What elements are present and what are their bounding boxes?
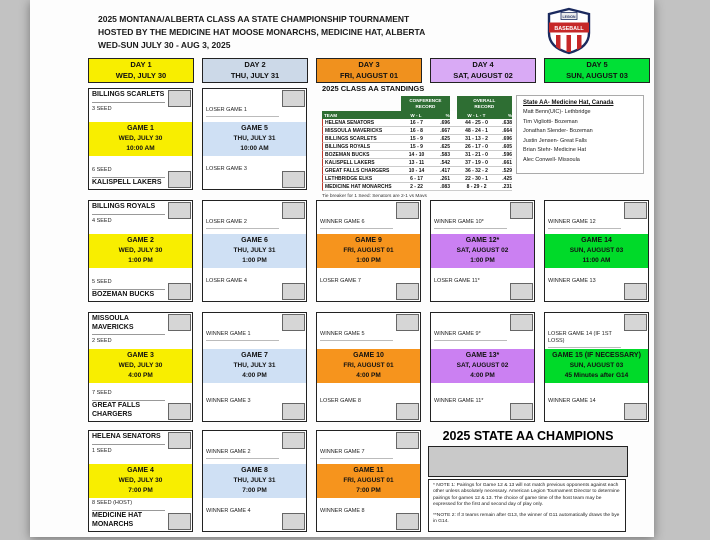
umpire-name: Jonathan Slender- Bozeman: [523, 128, 593, 134]
game-box-game-4: [88, 430, 193, 532]
team-name: BOZEMAN BUCKS: [92, 289, 165, 300]
standings-title: 2025 CLASS AA STANDINGS: [322, 84, 425, 93]
feeder-label: WINNER GAME 1: [206, 331, 279, 341]
standings-row: BOZEMAN BUCKS 14 - 10 .583 31 - 21 - 0 .596: [322, 151, 512, 159]
game-band: GAME 1 WED, JULY 30 10:00 AM: [89, 122, 192, 156]
feeder-label: WINNER GAME 6: [320, 219, 393, 229]
feeder-label: LOSER GAME 3: [206, 166, 247, 172]
standings-row: BILLINGS ROYALS 15 - 9 .625 26 - 17 - 0 .605: [322, 143, 512, 151]
title-line-3: WED-SUN JULY 30 - AUG 3, 2025: [98, 40, 231, 50]
feeder-label: WINNER GAME 2: [206, 449, 279, 459]
umpire-name: Brian Stehr- Medicine Hat: [523, 147, 586, 153]
day-date: THU, JULY 31: [230, 70, 280, 80]
feeder-label: WINNER GAME 4: [206, 508, 251, 514]
umpires-title: State AA- Medicine Hat, Canada: [523, 100, 614, 106]
standings-row: LETHBRIDGE ELKS 6 - 17 .261 22 - 30 - 1 .425: [322, 175, 512, 183]
tiebreaker-1: Tie breaker for 1 Seed: Senators are 2-1 vs Mavs: [322, 194, 427, 199]
seed-label: 2 SEED: [92, 338, 112, 344]
feeder-label: WINNER GAME 13: [548, 278, 596, 284]
game-box-game-8: [202, 430, 307, 532]
standings-row: BILLINGS SCARLETS 15 - 9 .625 31 - 13 - 2 .696: [322, 135, 512, 143]
game-box-game-11: [316, 430, 421, 532]
game-box-game-1: [88, 88, 193, 190]
team-name: BILLINGS ROYALS: [92, 203, 165, 215]
day-header-2: [202, 58, 308, 83]
game-band: GAME 12* SAT, AUGUST 02 1:00 PM: [431, 234, 534, 268]
day-header-1: [88, 58, 194, 83]
game-band: GAME 6 THU, JULY 31 1:00 PM: [203, 234, 306, 268]
game-box-game-9: [316, 200, 421, 302]
champions-title: 2025 STATE AA CHAMPIONS: [442, 429, 614, 443]
game-box-game-10: [316, 312, 421, 422]
note-2: **NOTE 2: If 3 teams remain after G13, the winner of G11 automatically draws the bye in G14.: [433, 512, 620, 525]
game-band: GAME 4 WED, JULY 30 7:00 PM: [89, 464, 192, 498]
feeder-label: LOSER GAME 7: [320, 278, 361, 284]
standings-rows: [322, 119, 512, 191]
tournament-title: [98, 13, 425, 52]
game-band: GAME 3 WED, JULY 30 4:00 PM: [89, 349, 192, 383]
seed-label: 8 SEED (HOST): [92, 500, 133, 506]
game-band: GAME 2 WED, JULY 30 1:00 PM: [89, 234, 192, 268]
team-name: HELENA SENATORS: [92, 433, 165, 445]
feeder-label: WINNER GAME 12: [548, 219, 621, 229]
game-box-game-12: [430, 200, 535, 302]
standings-header: [322, 96, 512, 111]
game-box-game-3: [88, 312, 193, 422]
team-name: BILLINGS SCARLETS: [92, 91, 165, 103]
day-header-3: [316, 58, 422, 83]
standings-subheader: TEAM W - L % W - L - T %: [324, 112, 512, 118]
feeder-label: WINNER GAME 8: [320, 508, 365, 514]
game-box-game-15: [544, 312, 649, 422]
feeder-label: LOSER GAME 8: [320, 398, 361, 404]
title-line-1: 2025 MONTANA/ALBERTA CLASS AA STATE CHAMPIONSHIP TOURNAMENT: [98, 14, 410, 24]
tournament-sheet: [30, 0, 654, 537]
game-band: GAME 7 THU, JULY 31 4:00 PM: [203, 349, 306, 383]
seed-label: 3 SEED: [92, 105, 112, 112]
day-label: DAY 1: [130, 60, 152, 69]
standings-row: GREAT FALLS CHARGERS 10 - 14 .417 36 - 32 - 2 .529: [322, 167, 512, 175]
game-band: GAME 11 FRI, AUGUST 01 7:00 PM: [317, 464, 420, 498]
champions-entry-box: [428, 446, 628, 477]
feeder-label: WINNER GAME 7: [320, 449, 393, 459]
standings-row: MISSOULA MAVERICKS 16 - 8 .667 48 - 24 - 1 .664: [322, 127, 512, 135]
team-name: MEDICINE HAT MONARCHS: [92, 510, 165, 529]
team-name: MISSOULA MAVERICKS: [92, 315, 165, 335]
feeder-label: WINNER GAME 5: [320, 331, 393, 341]
feeder-label: WINNER GAME 11*: [434, 398, 484, 404]
day-label: DAY 2: [244, 60, 266, 69]
game-box-game-5: [202, 88, 307, 190]
standings-row: KALISPELL LAKERS 13 - 11 .542 37 - 19 - 0 .661: [322, 159, 512, 167]
standings-row: MEDICINE HAT MONARCHS 2 - 22 .083 8 - 29 - 2 .231: [322, 183, 512, 191]
day-label: DAY 4: [472, 60, 494, 69]
feeder-label: WINNER GAME 10*: [434, 219, 507, 229]
day-date: WED, JULY 30: [115, 70, 167, 80]
game-band: GAME 9 FRI, AUGUST 01 1:00 PM: [317, 234, 420, 268]
game-band: GAME 14 SUN, AUGUST 03 11:00 AM: [545, 234, 648, 268]
feeder-label: WINNER GAME 14: [548, 398, 596, 404]
team-name: KALISPELL LAKERS: [92, 177, 165, 188]
day-label: DAY 3: [358, 60, 380, 69]
overall-record-header: OVERALL RECORD: [457, 96, 512, 111]
team-name: GREAT FALLS CHARGERS: [92, 400, 165, 419]
game-box-game-13: [430, 312, 535, 422]
feeder-label: LOSER GAME 14 (IF 1ST LOSS): [548, 331, 621, 348]
feeder-label: LOSER GAME 4: [206, 278, 247, 284]
seed-label: 5 SEED: [92, 278, 112, 285]
day-label: DAY 5: [586, 60, 608, 69]
feeder-label: LOSER GAME 11*: [434, 278, 480, 284]
umpire-name: Alec Conwell- Missoula: [523, 156, 580, 163]
seed-label: 6 SEED: [92, 166, 112, 173]
conference-record-header: CONFERENCE RECORD: [401, 96, 449, 111]
day-date: FRI, AUGUST 01: [339, 70, 399, 80]
day-date: SAT, AUGUST 02: [453, 70, 513, 80]
american-legion-baseball-logo: [547, 7, 591, 60]
game-box-game-6: [202, 200, 307, 302]
standings-panel: [322, 84, 512, 207]
day-header-4: [430, 58, 536, 83]
game-band: GAME 15 (IF NECESSARY) SUN, AUGUST 03 45 Minutes after G14: [545, 349, 648, 383]
umpire-name: Justin Jensen- Great Falls: [523, 137, 587, 144]
logo-top-text: LEGION: [562, 14, 576, 19]
logo-banner-text: BASEBALL: [554, 26, 584, 33]
game-band: GAME 5 THU, JULY 31 10:00 AM: [203, 122, 306, 156]
feeder-label: LOSER GAME 1: [206, 107, 279, 117]
umpire-name: Tim Vigliotti- Bozeman: [523, 118, 578, 125]
notes-panel: [428, 479, 626, 532]
feeder-label: WINNER GAME 9*: [434, 331, 507, 341]
seed-label: 1 SEED: [92, 447, 112, 454]
note-1: * NOTE 1: Pairings for Game 12 & 13 will not match previous opponents against each other unless absolutely necessary. American Legion Tournament Director to determine pairings for games 12 & 13. The choice of game time of the host team may be expressed for the first and second day of play only.: [433, 483, 620, 508]
feeder-label: LOSER GAME 2: [206, 219, 279, 229]
title-line-2: HOSTED BY THE MEDICINE HAT MOOSE MONARCHS, MEDICINE HAT, ALBERTA: [98, 27, 426, 37]
game-box-game-7: [202, 312, 307, 422]
game-band: GAME 10 FRI, AUGUST 01 4:00 PM: [317, 349, 420, 383]
game-band: GAME 13* SAT, AUGUST 02 4:00 PM: [431, 349, 534, 383]
feeder-label: WINNER GAME 3: [206, 398, 251, 404]
umpires-panel: [516, 95, 644, 174]
umpire-name: Matt Benn(UIC)- Lethbridge: [523, 109, 591, 115]
game-band: GAME 8 THU, JULY 31 7:00 PM: [203, 464, 306, 498]
seed-label: 4 SEED: [92, 217, 112, 224]
day-date: SUN, AUGUST 03: [566, 70, 628, 80]
seed-label: 7 SEED: [92, 390, 112, 396]
standings-row: HELENA SENATORS 16 - 7 .696 44 - 25 - 0 .638: [322, 119, 512, 127]
day-header-5: [544, 58, 650, 83]
game-box-game-14: [544, 200, 649, 302]
game-box-game-2: [88, 200, 193, 302]
